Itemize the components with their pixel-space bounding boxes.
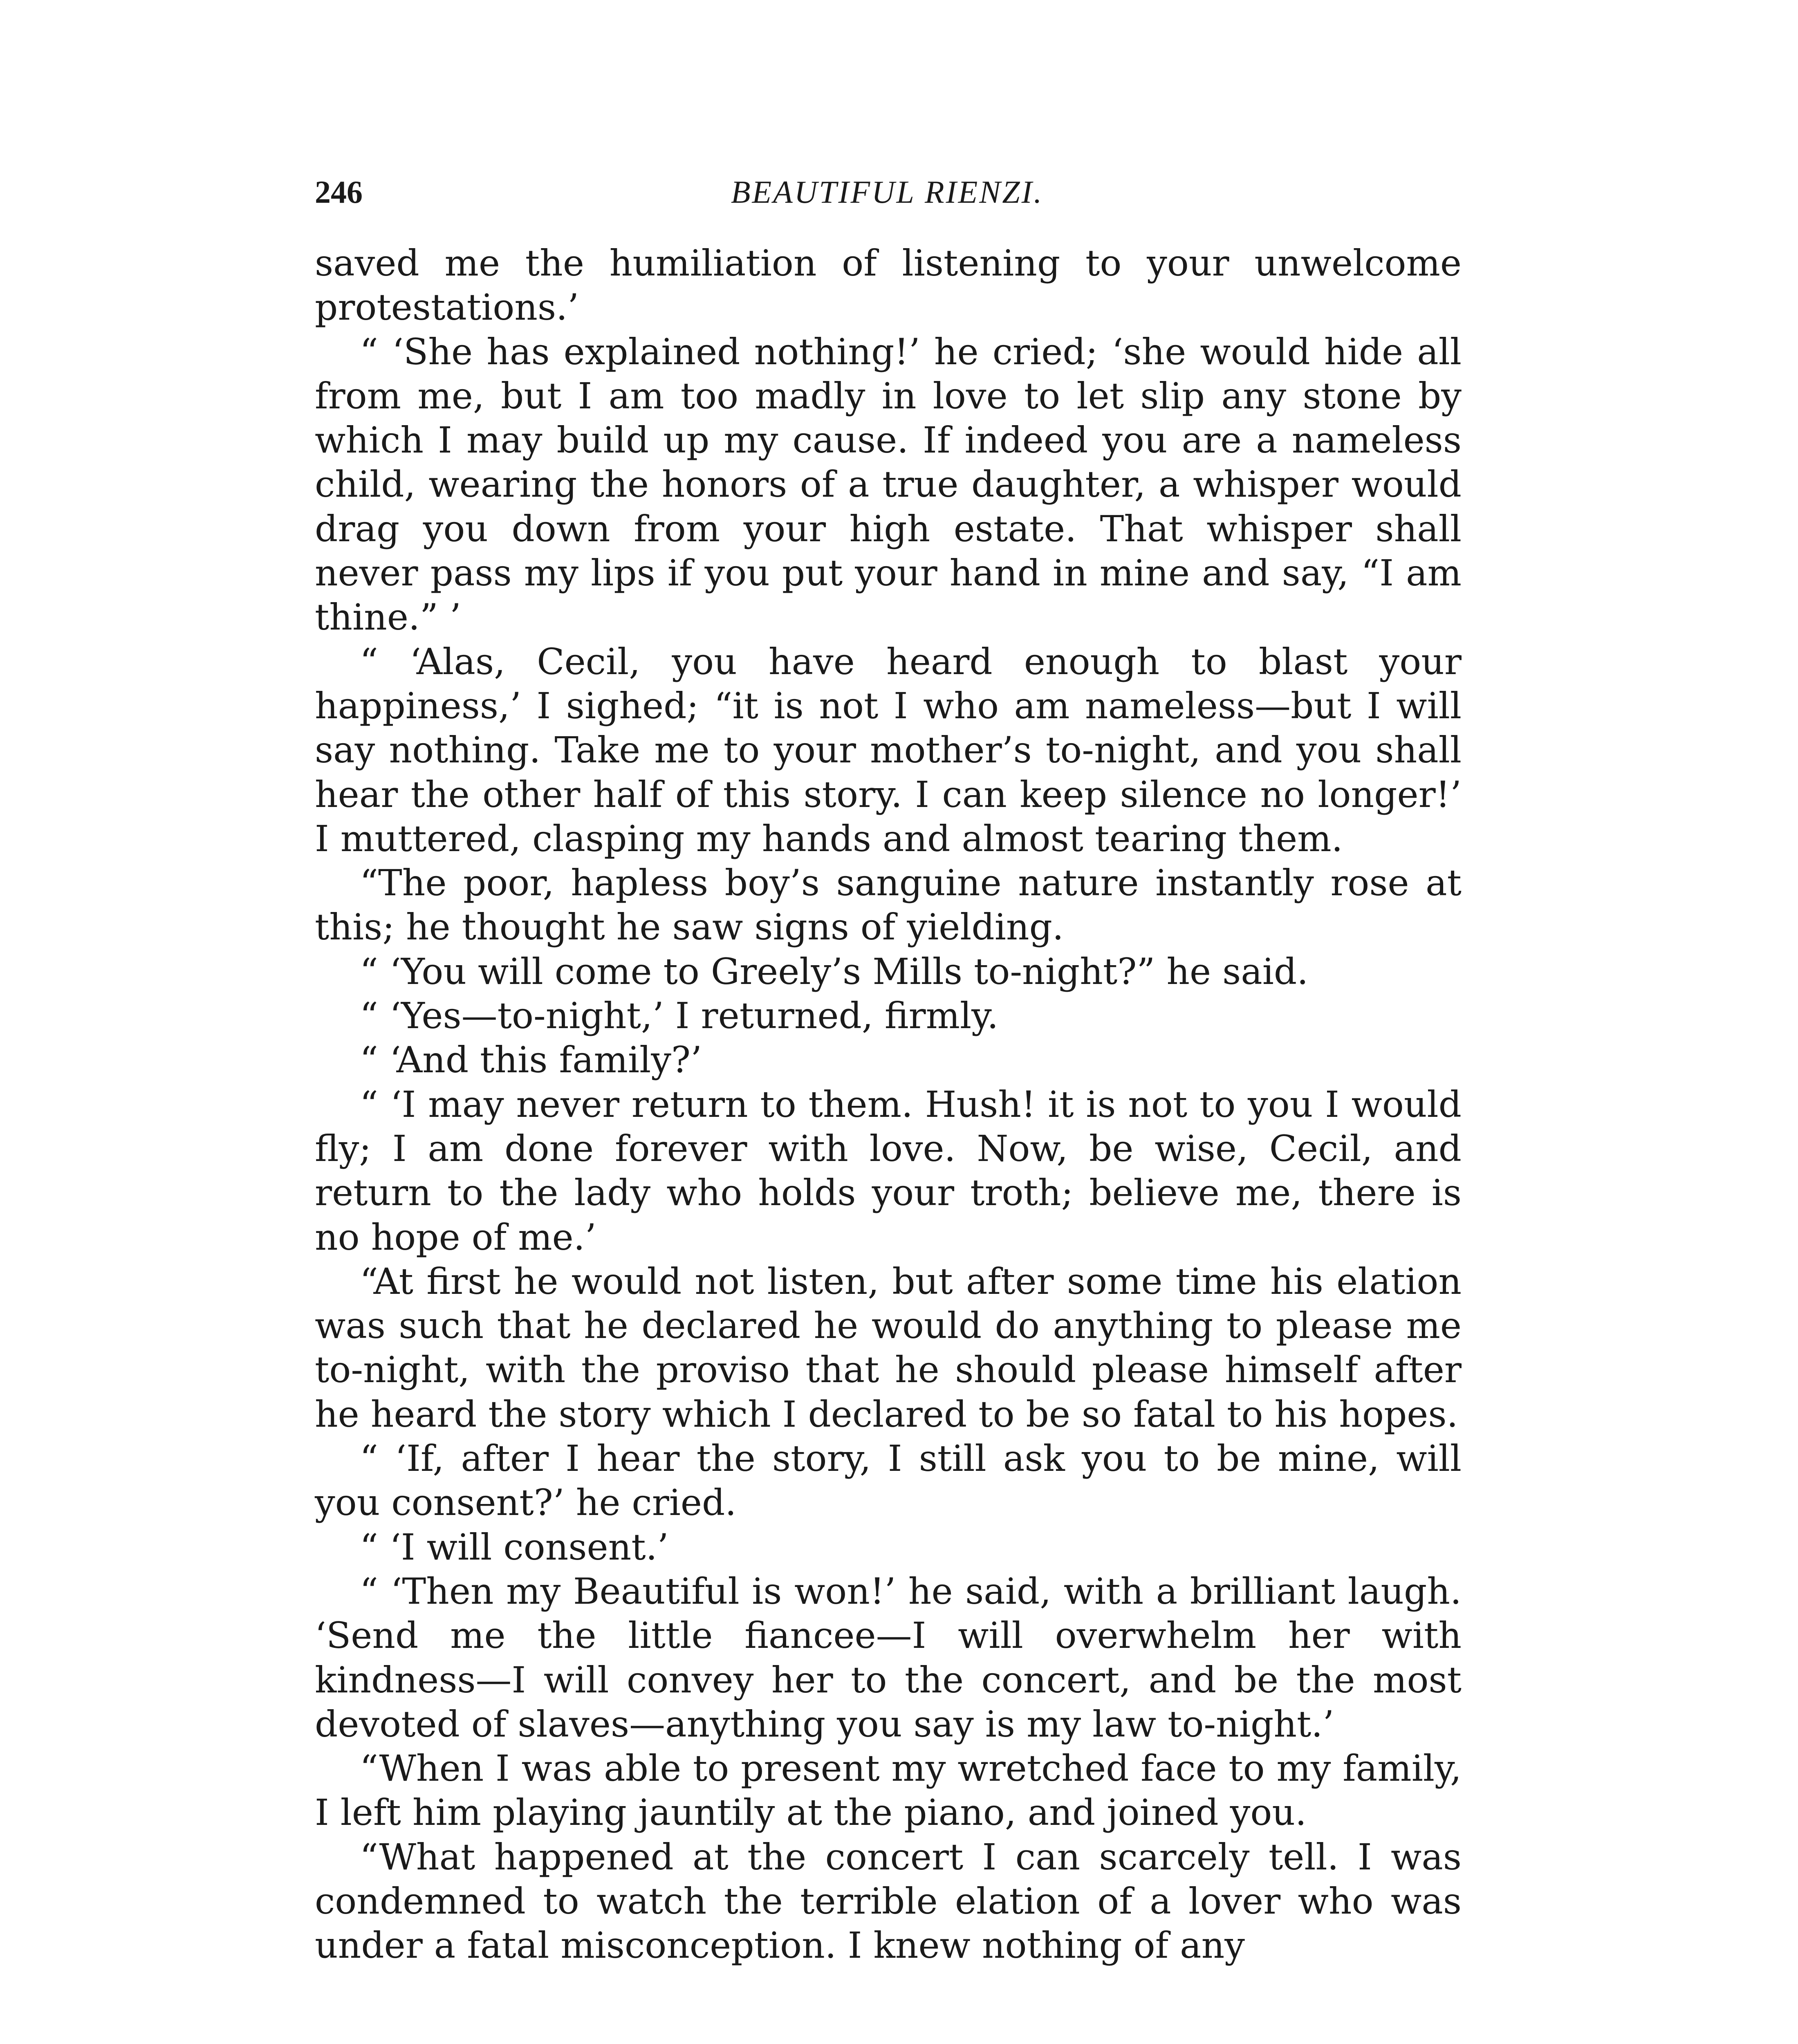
paragraph: “ ‘I may never return to them. Hush! it is not to you I would fly; I am done forever with love. Now, be wise, Cecil, and return to the lady who holds your troth; believe me, there is no hope of me.’ [315, 1083, 1462, 1258]
paragraph: “ ‘And this family?’ [360, 1039, 702, 1081]
paragraph: “ ‘Alas, Cecil, you have heard enough to blast your happiness,’ I sighed; “it is not I who am nameless—but I will say nothing. Take me to your mother’s to-night, and you shall hear the other half of this story. I can keep silence no longer!’ I muttered, clasping my hands and almost tearing them. [315, 640, 1462, 860]
paragraph: “At first he would not listen, but after some time his elation was such that he declared he would do anything to please me to-night, with the proviso that he should please himself after he heard the story which I declared to be so fatal to his hopes. [315, 1260, 1462, 1435]
running-title: BEAUTIFUL RIENZI. [731, 174, 1044, 210]
paragraph: “ ‘If, after I hear the story, I still ask you to be mine, will you consent?’ he cried. [315, 1437, 1462, 1524]
paragraph: “What happened at the concert I can scarcely tell. I was condemned to watch the terrible elation of a lover who was under a fatal misconception. I knew nothing of any [315, 1836, 1462, 1967]
paragraph: “The poor, hapless boy’s sanguine nature instantly rose at this; he thought he saw signs of yielding. [315, 862, 1462, 948]
page-number: 246 [315, 174, 363, 210]
paragraph: “ ‘Then my Beautiful is won!’ he said, with a brilliant laugh. ‘Send me the little fiancee—I will overwhelm her with kindness—I will convey her to the concert, and be the most devoted of slaves—anything you say is my law to-night.’ [315, 1570, 1462, 1745]
paragraph: “ ‘Yes—to-night,’ I returned, firmly. [360, 995, 999, 1037]
paragraph: “When I was able to present my wretched face to my family, I left him playing jauntily at the piano, and joined you. [315, 1747, 1462, 1834]
paragraph: “ ‘You will come to Greely’s Mills to-night?” he said. [360, 950, 1309, 993]
page-header [315, 170, 1459, 215]
body-text [315, 241, 1462, 1968]
paragraph: “ ‘She has explained nothing!’ he cried; ‘she would hide all from me, but I am too madly in love to let slip any stone by which I may build up my cause. If indeed you are a nameless child, wearing the honors of a true daughter, a whisper would drag you down from your high estate. That whisper shall never pass my lips if you put your hand in mine and say, “I am thine.” ’ [315, 330, 1462, 639]
paragraph: “ ‘I will consent.’ [360, 1526, 669, 1568]
paragraph: saved me the humiliation of listening to your unwelcome protestations.’ [315, 242, 1462, 329]
